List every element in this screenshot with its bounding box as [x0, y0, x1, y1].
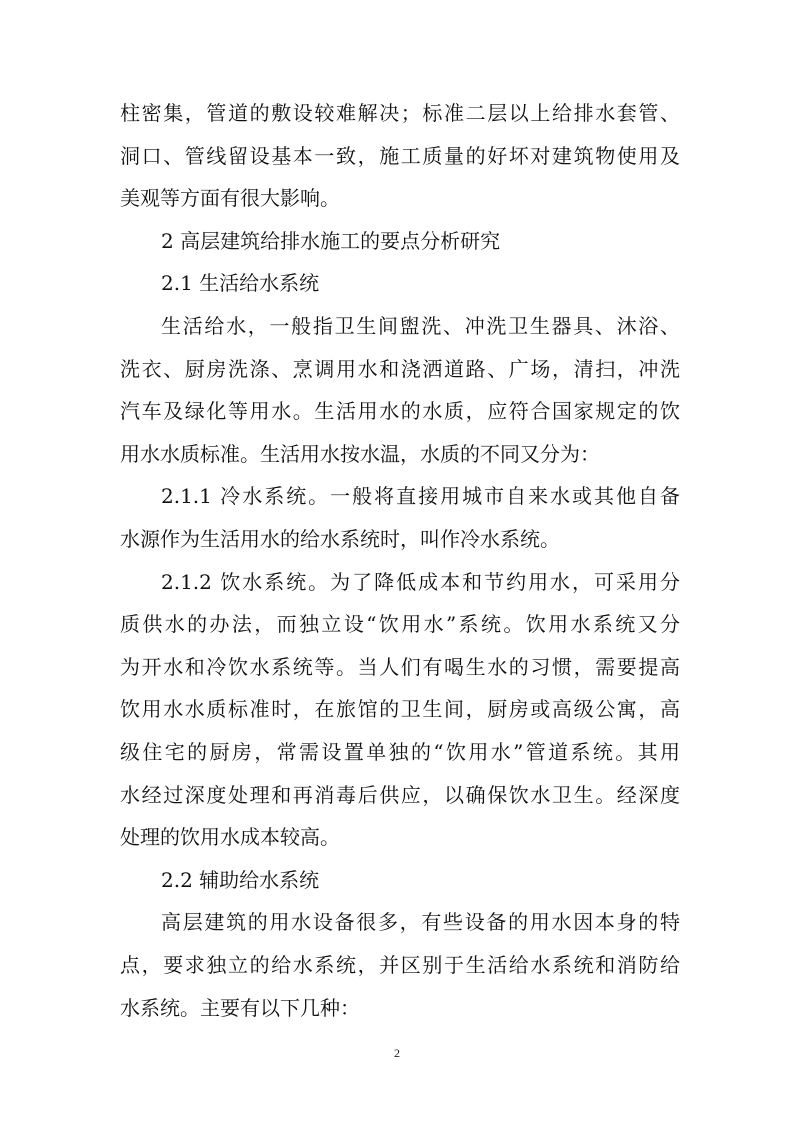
body-text-line: 美观等方面有很大影响。: [120, 186, 340, 211]
page-number: 2: [394, 1046, 400, 1060]
body-text-line: 点，要求独立的给水系统，并区别于生活给水系统和消防给: [120, 953, 680, 977]
body-text-line: 高层建筑的用水设备很多，有些设备的用水因本身的特: [161, 910, 680, 935]
body-text-line: 2.1.2 饮水系统。为了降低成本和节约用水，可采用分: [161, 569, 680, 594]
body-text-line: 洞口、管线留设基本一致，施工质量的好坏对建筑物使用及: [120, 143, 680, 168]
body-text-line: 2.1.1 冷水系统。一般将直接用城市自来水或其他自备: [161, 484, 680, 509]
subsection-heading: 2.2 辅助给水系统: [161, 867, 320, 892]
body-text-line: 为开水和冷饮水系统等。当人们有喝生水的习惯，需要提高: [120, 654, 680, 679]
body-text-line: 饮用水水质标准时，在旅馆的卫生间，厨房或高级公寓，高: [120, 697, 680, 722]
body-text-line: 生活给水，一般指卫生间盥洗、冲洗卫生器具、沐浴、: [161, 314, 680, 338]
body-text-line: 质供水的办法，而独立设“饮用水”系统。饮用水系统又分: [120, 612, 680, 637]
body-text-line: 水源作为生活用水的给水系统时，叫作冷水系统。: [120, 527, 560, 551]
body-text-line: 处理的饮用水成本较高。: [120, 825, 340, 850]
body-text-line: 水系统。主要有以下几种：: [120, 995, 360, 1020]
body-text-line: 级住宅的厨房，常需设置单独的“饮用水”管道系统。其用: [120, 740, 680, 764]
section-heading: 2 高层建筑给排水施工的要点分析研究: [161, 228, 501, 253]
body-text-line: 洗衣、厨房洗涤、烹调用水和浇洒道路、广场，清扫，冲洗: [120, 356, 680, 381]
subsection-heading: 2.1 生活给水系统: [161, 271, 320, 296]
body-text-line: 水经过深度处理和再消毒后供应，以确保饮水卫生。经深度: [120, 782, 680, 807]
body-text-line: 汽车及绿化等用水。生活用水的水质，应符合国家规定的饮: [120, 399, 680, 424]
body-text-line: 用水水质标准。生活用水按水温，水质的不同又分为：: [120, 441, 600, 466]
body-text-line: 柱密集，管道的敷设较难解决；标准二层以上给排水套管、: [120, 101, 680, 125]
